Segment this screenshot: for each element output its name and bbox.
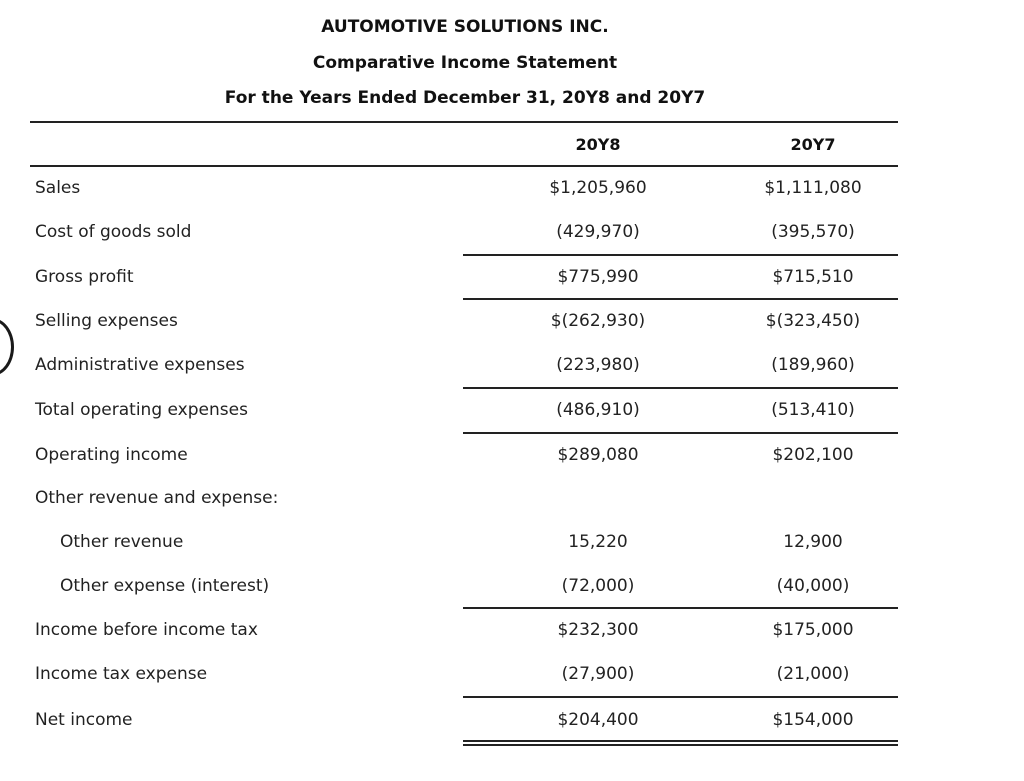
value-20y8: $(262,930): [550, 311, 646, 331]
value-20y8: 15,220: [568, 532, 628, 552]
row-label: Cost of goods sold: [35, 222, 192, 242]
double-rule-bottom: [463, 744, 898, 746]
row-label: Other expense (interest): [60, 576, 270, 596]
value-20y8: (27,900): [561, 664, 635, 684]
subtotal-rule: [463, 254, 898, 256]
value-20y8: $289,080: [557, 445, 639, 465]
statement-period: For the Years Ended December 31, 20Y8 and 20Y7: [224, 88, 706, 108]
value-20y7: 12,900: [783, 532, 843, 552]
value-20y7: $1,111,080: [764, 178, 862, 198]
row-label: Other revenue and expense:: [35, 488, 279, 508]
column-header-20y8: 20Y8: [575, 135, 621, 154]
column-header-20y7: 20Y7: [790, 135, 836, 154]
row-other-revenue: [0, 532, 1024, 562]
row-label: Administrative expenses: [35, 355, 245, 375]
row-label: Income before income tax: [35, 620, 258, 640]
value-20y8: (72,000): [561, 576, 635, 596]
value-20y7: (40,000): [776, 576, 850, 596]
company-name: AUTOMOTIVE SOLUTIONS INC.: [321, 17, 609, 37]
subtotal-rule: [463, 432, 898, 434]
value-20y7: $175,000: [772, 620, 854, 640]
value-20y8: $232,300: [557, 620, 639, 640]
row-label: Sales: [35, 178, 81, 198]
row-operating-income: [0, 445, 1024, 475]
row-label: Selling expenses: [35, 311, 178, 331]
subtotal-rule: [463, 298, 898, 300]
header-bottom-rule: [30, 165, 898, 167]
value-20y8: $775,990: [557, 267, 639, 287]
row-administrative-expenses: [0, 355, 1024, 385]
row-other-expense-interest: [0, 576, 1024, 606]
value-20y8: (223,980): [556, 355, 640, 375]
subtotal-rule: [463, 607, 898, 609]
row-label: Income tax expense: [35, 664, 208, 684]
row-cost-of-goods-sold: [0, 222, 1024, 252]
value-20y7: (21,000): [776, 664, 850, 684]
value-20y8: (429,970): [556, 222, 640, 242]
value-20y7: (513,410): [771, 400, 855, 420]
row-label: Net income: [35, 710, 133, 730]
row-net-income: [0, 710, 1024, 740]
value-20y7: (189,960): [771, 355, 855, 375]
table-top-rule: [30, 121, 898, 123]
value-20y7: (395,570): [771, 222, 855, 242]
value-20y8: $204,400: [557, 710, 639, 730]
row-other-revenue-and-expense: [0, 488, 1024, 518]
subtotal-rule: [463, 387, 898, 389]
row-income-tax-expense: [0, 664, 1024, 694]
double-rule-top: [463, 740, 898, 742]
value-20y7: $715,510: [772, 267, 854, 287]
row-total-operating-expenses: [0, 400, 1024, 430]
row-label: Gross profit: [35, 267, 134, 287]
row-income-before-tax: [0, 620, 1024, 650]
value-20y8: $1,205,960: [549, 178, 647, 198]
row-gross-profit: [0, 267, 1024, 297]
row-label: Operating income: [35, 445, 188, 465]
value-20y7: $154,000: [772, 710, 854, 730]
row-label: Other revenue: [60, 532, 184, 552]
value-20y8: (486,910): [556, 400, 640, 420]
row-selling-expenses: [0, 311, 1024, 341]
value-20y7: $(323,450): [765, 311, 861, 331]
subtotal-rule: [463, 696, 898, 698]
statement-title: Comparative Income Statement: [312, 53, 618, 73]
value-20y7: $202,100: [772, 445, 854, 465]
row-label: Total operating expenses: [35, 400, 248, 420]
row-sales: [0, 178, 1024, 208]
